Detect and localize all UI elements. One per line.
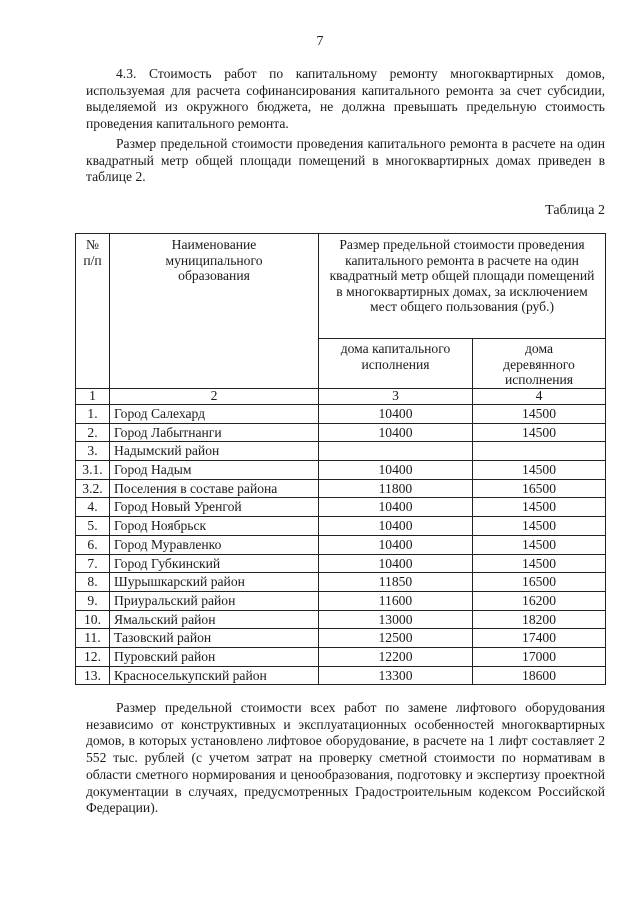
row-number: 3. (76, 442, 110, 461)
row-capital-cost (319, 442, 473, 461)
paragraph-elevator-cost: Размер предельной стоимости всех работ по замене лифтового оборудования независимо от конструктивных и эксплуатационных особенностей многоквартирных домов, в которых установлено лифтовое оборудование, в расчете на 1 лифт составляет 2 552 тыс. рублей (с учетом затрат на проверку сметной стоимости по нормативам в области сметного нормирования и ценообразования, подготовку и экспертизу проектной документации в случаях, предусмотренных Градостроительным кодексом Российской Федерации). (86, 700, 605, 816)
row-number: 6. (76, 535, 110, 554)
row-capital-cost: 12500 (319, 629, 473, 648)
table-row (76, 517, 606, 536)
row-number: 11. (76, 629, 110, 648)
row-name: Город Лабытнанги (110, 423, 319, 442)
paragraph-table-intro: Размер предельной стоимости проведения капитального ремонта в расчете на один квадратный метр общей площади помещений в многоквартирных домах приведен в таблице 2. (86, 136, 605, 185)
row-capital-cost: 11600 (319, 591, 473, 610)
table-row (76, 461, 606, 480)
row-name: Город Муравленко (110, 535, 319, 554)
row-name: Красноселькупский район (110, 666, 319, 685)
row-capital-cost: 10400 (319, 423, 473, 442)
row-wooden-cost: 16500 (473, 573, 606, 592)
row-wooden-cost: 14500 (473, 554, 606, 573)
row-capital-cost: 10400 (319, 535, 473, 554)
row-wooden-cost: 14500 (473, 498, 606, 517)
table-row (76, 666, 606, 685)
table-row (76, 479, 606, 498)
table-row (76, 535, 606, 554)
row-name: Приуральский район (110, 591, 319, 610)
column-number: 2 (110, 389, 319, 405)
row-name: Надымский район (110, 442, 319, 461)
row-name: Город Новый Уренгой (110, 498, 319, 517)
row-number: 4. (76, 498, 110, 517)
row-wooden-cost: 18600 (473, 666, 606, 685)
column-number: 3 (319, 389, 473, 405)
row-name: Город Губкинский (110, 554, 319, 573)
row-wooden-cost (473, 442, 606, 461)
row-capital-cost: 10400 (319, 405, 473, 424)
row-wooden-cost: 14500 (473, 517, 606, 536)
table-row (76, 405, 606, 424)
row-number: 1. (76, 405, 110, 424)
row-number: 2. (76, 423, 110, 442)
column-number: 1 (76, 389, 110, 405)
row-number: 9. (76, 591, 110, 610)
row-number: 7. (76, 554, 110, 573)
row-wooden-cost: 17000 (473, 647, 606, 666)
row-capital-cost: 10400 (319, 554, 473, 573)
row-wooden-cost: 16500 (473, 479, 606, 498)
row-name: Город Ноябрьск (110, 517, 319, 536)
row-name: Тазовский район (110, 629, 319, 648)
header-capital: дома капитального исполнения (319, 339, 473, 389)
row-capital-cost: 13000 (319, 610, 473, 629)
table-row (76, 629, 606, 648)
header-name: Наименование муниципального образования (110, 234, 319, 389)
row-number: 3.1. (76, 461, 110, 480)
cost-limit-table (75, 233, 606, 685)
row-capital-cost: 10400 (319, 517, 473, 536)
row-capital-cost: 11800 (319, 479, 473, 498)
paragraph-4-3: 4.3. Стоимость работ по капитальному ремонту многоквартирных домов, используемая для расчета софинансирования капитального ремонта за счет субсидии, выделяемой из окружного бюджета, не должна превышать предельную стоимость проведения капитального ремонта. (86, 66, 605, 132)
page-number: 7 (316, 34, 324, 49)
row-capital-cost: 10400 (319, 498, 473, 517)
row-name: Пуровский район (110, 647, 319, 666)
row-name: Поселения в составе района (110, 479, 319, 498)
row-capital-cost: 10400 (319, 461, 473, 480)
row-wooden-cost: 18200 (473, 610, 606, 629)
table-row (76, 442, 606, 461)
row-wooden-cost: 14500 (473, 405, 606, 424)
row-number: 3.2. (76, 479, 110, 498)
row-wooden-cost: 14500 (473, 423, 606, 442)
row-number: 12. (76, 647, 110, 666)
row-wooden-cost: 17400 (473, 629, 606, 648)
column-number: 4 (473, 389, 606, 405)
row-wooden-cost: 16200 (473, 591, 606, 610)
row-number: 8. (76, 573, 110, 592)
row-number: 5. (76, 517, 110, 536)
table-row (76, 610, 606, 629)
header-wooden: дома деревянного исполнения (473, 339, 606, 389)
table-row (76, 591, 606, 610)
row-capital-cost: 13300 (319, 666, 473, 685)
row-number: 13. (76, 666, 110, 685)
table-row (76, 554, 606, 573)
table-row (76, 423, 606, 442)
row-wooden-cost: 14500 (473, 461, 606, 480)
table-row (76, 498, 606, 517)
row-number: 10. (76, 610, 110, 629)
header-num: № п/п (76, 234, 110, 389)
table-row (76, 647, 606, 666)
row-name: Ямальский район (110, 610, 319, 629)
row-name: Шурышкарский район (110, 573, 319, 592)
table-caption: Таблица 2 (545, 203, 605, 218)
row-capital-cost: 12200 (319, 647, 473, 666)
table-row (76, 573, 606, 592)
row-wooden-cost: 14500 (473, 535, 606, 554)
row-name: Город Салехард (110, 405, 319, 424)
row-name: Город Надым (110, 461, 319, 480)
row-capital-cost: 11850 (319, 573, 473, 592)
header-cost-group: Размер предельной стоимости проведения капитального ремонта в расчете на один квадратный метр общей площади помещений в многоквартирных домах, за исключением мест общего пользования (руб.) (319, 234, 606, 339)
